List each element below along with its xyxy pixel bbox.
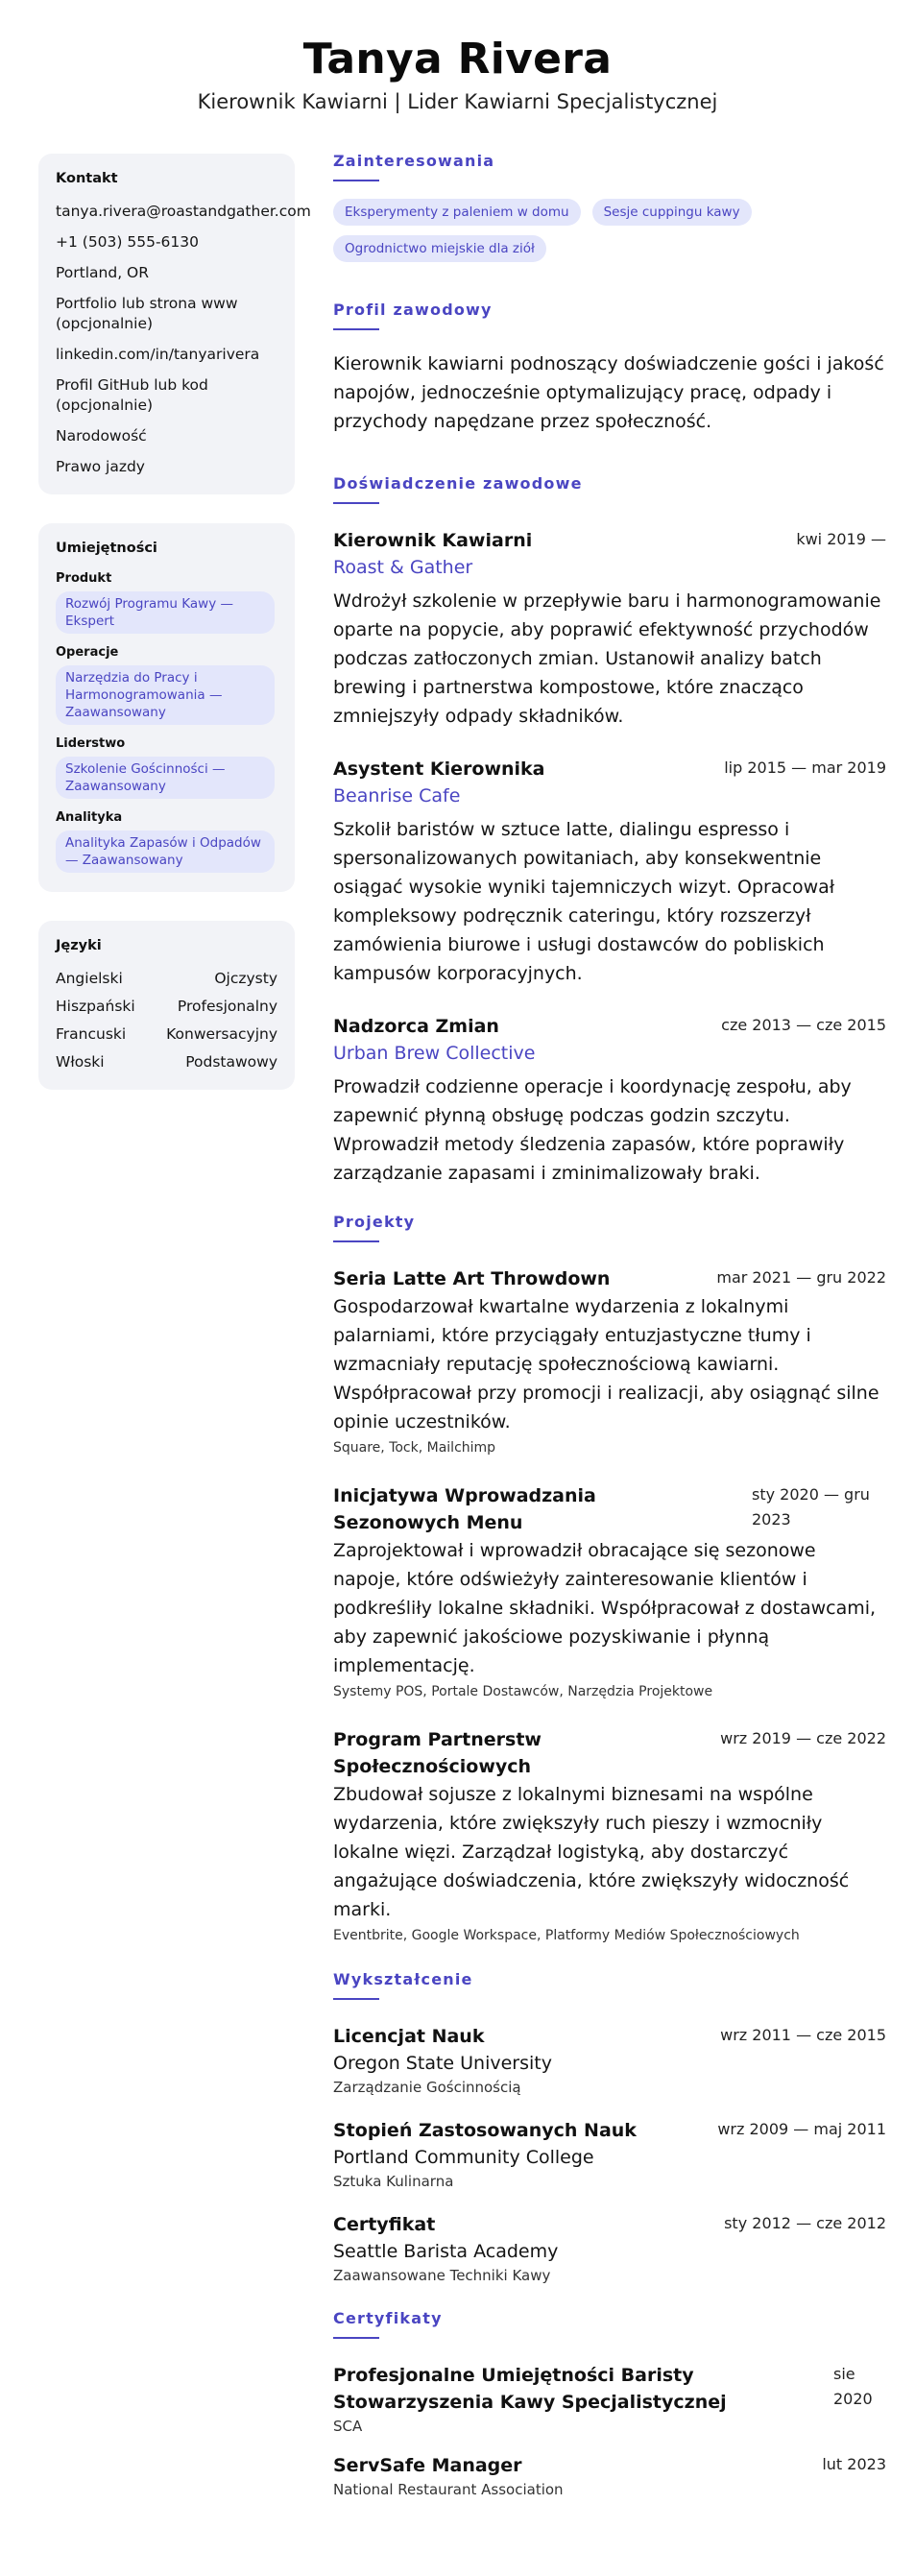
project-description: Zaprojektował i wprowadził obracające się sezonowe napoje, które odświeżyły zainteresowanie klientów i podkreśliły lokalne składniki. Współpracował z dostawcami, aby zapewnić jakościowe pozyskiwanie i płynną implementację.	[333, 1540, 877, 1676]
project-tools: Systemy POS, Portale Dostawców, Narzędzia Projektowe	[333, 1684, 713, 1699]
education-entry	[333, 2117, 886, 2192]
job-description: Wdrożył szkolenie w przepływie baru i harmonogramowanie oparte na popycie, aby poprawić efektywność przychodów podczas zatłoczonych zmian. Ustanowił analizy batch brewing i partnerstwa kompostowe, które znacząco zmniejszyły odpady składników.	[333, 590, 881, 727]
job-description: Szkolił baristów w sztuce latte, dialingu espresso i spersonalizowanych powitaniach, aby konsekwentnie osiągać wysokie wyniki tajemniczych wizyt. Opracował kompleksowy podręcznik cateringu, który rozszerzył zamówienia biurowe i usługi dostawców do pobliskich kampusów korporacyjnych.	[333, 819, 835, 984]
profile-text: Kierownik kawiarni podnoszący doświadczenie gości i jakość napojów, jednocześnie optymalizujący pracę, odpady i przychody napędzane przez społeczność.	[333, 353, 884, 432]
resume-header	[0, 35, 915, 115]
language-row	[56, 969, 277, 989]
profile-title: Profil zawodowy	[333, 301, 493, 319]
interests-list	[333, 199, 794, 262]
project-entry	[333, 1482, 886, 1701]
education-field: Zarządzanie Gościnnością	[333, 2079, 521, 2096]
education-school: Portland Community College	[333, 2147, 594, 2168]
language-name: Angielski	[56, 970, 123, 987]
education-title: Wykształcenie	[333, 1970, 473, 1988]
project-description: Zbudował sojusze z lokalnymi biznesami na wspólne wydarzenia, które zwiększyły ruch pieszy i wzmocniły lokalne więzi. Zarządzał logistyką, aby dostarczyć angażujące doświadczenia, które zwiększyły widoczność marki.	[333, 1784, 850, 1920]
education-section	[333, 1970, 886, 2286]
job-company: Urban Brew Collective	[333, 1043, 536, 1064]
contact-nationality: Narodowość	[56, 427, 147, 445]
main-content	[333, 152, 886, 2525]
contact-portfolio[interactable]: Portfolio lub strona www (opcjonalnie)	[56, 295, 238, 332]
experience-title: Doświadczenie zawodowe	[333, 474, 583, 493]
experience-section	[333, 474, 886, 1188]
interest-chip: Ogrodnictwo miejskie dla ziół	[333, 235, 546, 262]
project-entry	[333, 1265, 886, 1457]
certification-date: sie 2020	[833, 2365, 873, 2408]
sidebar	[38, 154, 311, 1119]
skill-chip: Analityka Zapasów i Odpadów — Zaawansowany	[56, 831, 275, 873]
skill-chip: Szkolenie Gościnności — Zaawansowany	[56, 757, 275, 799]
section-divider	[333, 502, 379, 504]
language-name: Francuski	[56, 1025, 127, 1043]
projects-section	[333, 1213, 886, 1945]
skill-group-label: Liderstwo	[56, 736, 126, 751]
language-row	[56, 1052, 277, 1072]
education-date: sty 2012 — cze 2012	[724, 2214, 886, 2232]
skill-group	[56, 736, 277, 799]
project-date: mar 2021 — gru 2022	[716, 1268, 886, 1287]
education-date: wrz 2011 — cze 2015	[720, 2026, 886, 2044]
contact-card	[38, 154, 311, 494]
contact-license: Prawo jazdy	[56, 458, 145, 475]
job-role: Asystent Kierownika	[333, 758, 545, 780]
education-degree: Stopień Zastosowanych Nauk	[333, 2120, 637, 2141]
project-name: Program Partnerstw Społecznościowych	[333, 1729, 542, 1777]
language-name: Włoski	[56, 1053, 105, 1071]
projects-title: Projekty	[333, 1213, 416, 1231]
contact-phone[interactable]: +1 (503) 555-6130	[56, 233, 200, 251]
language-level: Konwersacyjny	[166, 1025, 277, 1043]
skills-title: Umiejętności	[56, 541, 157, 556]
project-date: wrz 2019 — cze 2022	[720, 1729, 886, 1747]
section-divider	[333, 1998, 379, 2000]
skills-card	[38, 523, 295, 892]
contact-email[interactable]: tanya.rivera@roastandgather.com	[56, 203, 311, 220]
job-role: Kierownik Kawiarni	[333, 530, 533, 551]
interests-title: Zainteresowania	[333, 152, 495, 170]
skill-group	[56, 645, 277, 725]
certification-entry	[333, 2452, 886, 2500]
candidate-tagline: Kierownik Kawiarni | Lider Kawiarni Specjalistycznej	[197, 90, 718, 113]
section-divider	[333, 2337, 379, 2339]
profile-section	[333, 301, 886, 436]
skill-chip: Rozwój Programu Kawy — Ekspert	[56, 591, 275, 634]
education-degree: Licencjat Nauk	[333, 2026, 485, 2047]
project-description: Gospodarzował kwartalne wydarzenia z lokalnymi palarniami, które przyciągały entuzjastyczne tłumy i wzmacniały reputację społecznościową kawiarni. Współpracował przy promocji i realizacji, aby osiągnąć silne opinie uczestników.	[333, 1296, 879, 1432]
experience-entry	[333, 756, 886, 988]
certification-issuer: National Restaurant Association	[333, 2481, 564, 2498]
project-name: Seria Latte Art Throwdown	[333, 1268, 611, 1289]
project-tools: Square, Tock, Mailchimp	[333, 1440, 496, 1456]
contact-location: Portland, OR	[56, 264, 150, 281]
language-name: Hiszpański	[56, 998, 135, 1015]
interest-chip: Sesje cuppingu kawy	[592, 199, 752, 226]
education-school: Seattle Barista Academy	[333, 2241, 559, 2262]
language-row	[56, 1024, 277, 1045]
job-date: cze 2013 — cze 2015	[721, 1016, 886, 1034]
language-level: Profesjonalny	[177, 998, 277, 1015]
contact-title: Kontakt	[56, 171, 118, 186]
interest-chip: Eksperymenty z paleniem w domu	[333, 199, 581, 226]
section-divider	[333, 328, 379, 330]
project-date: sty 2020 — gru 2023	[752, 1485, 870, 1529]
education-date: wrz 2009 — maj 2011	[717, 2120, 886, 2138]
job-date: kwi 2019 —	[796, 530, 886, 548]
languages-card	[38, 921, 295, 1090]
project-name: Inicjatywa Wprowadzania Sezonowych Menu	[333, 1485, 596, 1533]
skill-group-label: Operacje	[56, 645, 119, 660]
language-row	[56, 997, 277, 1017]
skill-group	[56, 571, 277, 634]
education-degree: Certyfikat	[333, 2214, 436, 2235]
certification-name: ServSafe Manager	[333, 2455, 522, 2476]
contact-linkedin[interactable]: linkedin.com/in/tanyarivera	[56, 346, 260, 363]
skill-group-label: Produkt	[56, 571, 112, 586]
contact-github[interactable]: Profil GitHub lub kod (opcjonalnie)	[56, 376, 208, 414]
project-entry	[333, 1726, 886, 1945]
candidate-name: Tanya Rivera	[302, 35, 613, 84]
job-company: Beanrise Cafe	[333, 785, 461, 807]
certification-date: lut 2023	[822, 2455, 886, 2473]
language-level: Podstawowy	[185, 1053, 277, 1071]
job-date: lip 2015 — mar 2019	[724, 758, 886, 777]
certification-entry	[333, 2362, 886, 2437]
job-description: Prowadził codzienne operacje i koordynację zespołu, aby zapewnić płynną obsługę podczas godzin szczytu. Wprowadził metody śledzenia zapasów, które poprawiły zarządzanie zapasami i zminimalizowały braki.	[333, 1076, 852, 1184]
skill-group	[56, 810, 277, 873]
interests-section	[333, 152, 886, 262]
certification-issuer: SCA	[333, 2418, 363, 2435]
education-entry	[333, 2023, 886, 2098]
education-entry	[333, 2211, 886, 2286]
experience-entry	[333, 527, 886, 731]
education-field: Sztuka Kulinarna	[333, 2173, 454, 2190]
skill-group-label: Analityka	[56, 810, 123, 825]
education-field: Zaawansowane Techniki Kawy	[333, 2267, 551, 2284]
certification-name: Profesjonalne Umiejętności Baristy Stowarzyszenia Kawy Specjalistycznej	[333, 2365, 727, 2413]
certifications-section	[333, 2309, 886, 2500]
section-divider	[333, 1240, 379, 1242]
certifications-title: Certyfikaty	[333, 2309, 443, 2327]
experience-entry	[333, 1013, 886, 1188]
section-divider	[333, 180, 379, 181]
job-role: Nadzorca Zmian	[333, 1016, 499, 1037]
education-school: Oregon State University	[333, 2053, 552, 2074]
language-level: Ojczysty	[214, 970, 277, 987]
project-tools: Eventbrite, Google Workspace, Platformy Mediów Społecznościowych	[333, 1928, 800, 1943]
languages-title: Języki	[56, 938, 102, 953]
job-company: Roast & Gather	[333, 557, 473, 578]
skill-chip: Narzędzia do Pracy i Harmonogramowania — Zaawansowany	[56, 665, 275, 725]
